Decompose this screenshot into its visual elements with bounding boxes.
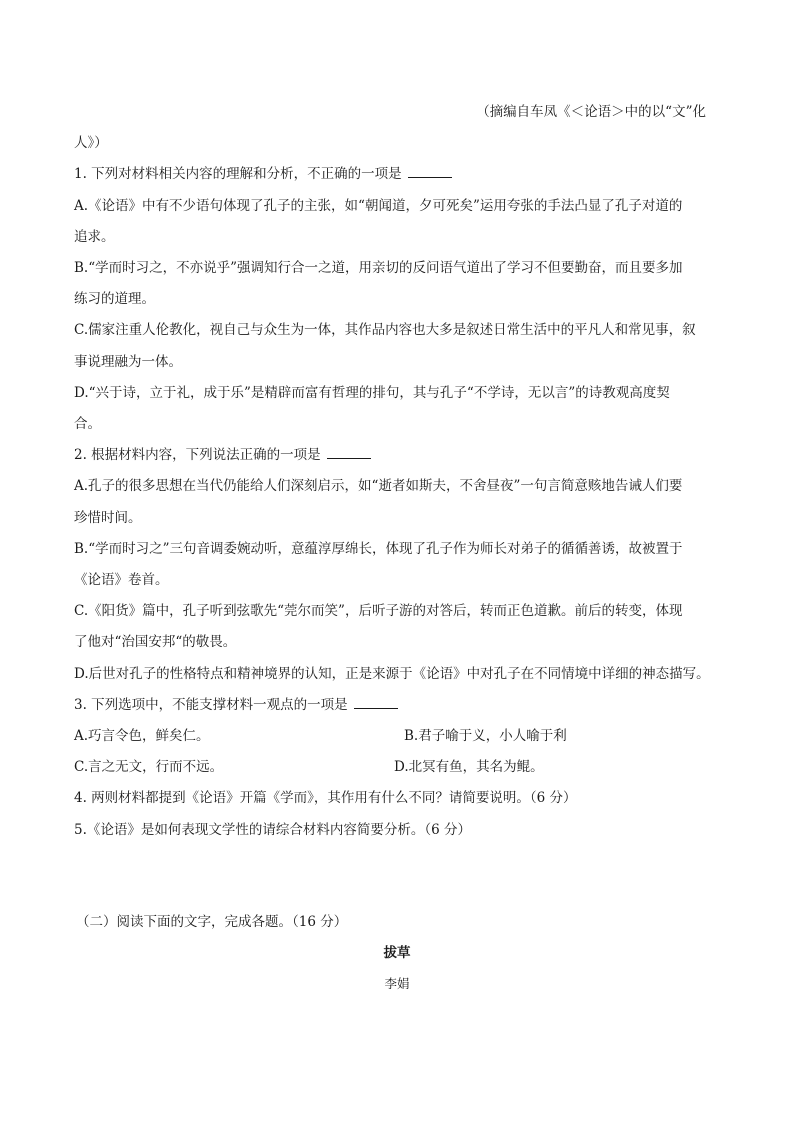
option-c: C.《阳货》篇中，孔子听到弦歌先“莞尔而笑”，后听子游的对答后，转而正色道歉。前后的转变，体现 (74, 603, 683, 619)
option-c-cont: 了他对“治国安邦“的敬畏。 (74, 634, 237, 650)
option-d: D.北冥有鱼，其名为鲲。 (394, 759, 544, 775)
question-4: 4. 两则材料都提到《论语》开篇《学而》，其作用有什么不同？请简要说明。（6 分） (74, 790, 577, 806)
question-text: 1. 下列对材料相关内容的理解和分析，不正确的一项是 (74, 166, 402, 182)
option-d: D.后世对孔子的性格特点和精神境界的认知，正是来源于《论语》中对孔子在不同情境中详细的神态描写。 (74, 666, 710, 682)
question-stem (74, 695, 724, 715)
option-c-cont: 事说理融为一体。 (74, 354, 182, 370)
option-b: B.“学而时习之，不亦说乎”强调知行合一之道，用亲切的反问语气道出了学习不但要勤奋，而且要多加 (74, 260, 683, 276)
option-b-cont: 《论语》卷首。 (74, 572, 169, 588)
option-a: A.《论语》中有不少语句体现了孔子的主张，如“朝闻道，夕可死矣”运用夸张的手法凸显了孔子对道的 (74, 198, 683, 214)
option-a-cont: 珍惜时间。 (74, 510, 142, 526)
question-stem (74, 164, 724, 184)
option-d: D.“兴于诗，立于礼，成于乐”是精辟而富有哲理的排句，其与孔子“不学诗，无以言”的诗教观高度契 (74, 385, 670, 401)
answer-blank (354, 695, 398, 709)
options-row-1 (74, 726, 724, 746)
option-b: B.君子喻于义，小人喻于利 (404, 728, 567, 744)
option-d-cont: 合。 (74, 416, 101, 432)
option-c: C.儒家注重人伦教化，视自己与众生为一体，其作品内容也大多是叙述日常生活中的平凡人和常见事，叙 (74, 322, 696, 338)
article-title: 拔草 (383, 945, 411, 961)
answer-blank (408, 164, 452, 178)
section-heading: （二）阅读下面的文字，完成各题。（16 分） (76, 914, 348, 930)
option-b-cont: 练习的道理。 (74, 291, 155, 307)
source-line-2: 人》） (74, 135, 108, 151)
question-text: 2. 根据材料内容，下列说法正确的一项是 (74, 447, 321, 463)
options-row-2 (74, 757, 724, 777)
option-a: A.孔子的很多思想在当代仍能给人们深刻启示，如“逝者如斯夫，不舍昼夜”一句言简意赅地告诫人们要 (74, 478, 683, 494)
option-a-cont: 追求。 (74, 229, 115, 245)
option-b: B.“学而时习之”三句音调委婉动听，意蕴淳厚绵长，体现了孔子作为师长对弟子的循循善诱，故被置于 (74, 541, 683, 557)
question-text: 3. 下列选项中，不能支撑材料一观点的一项是 (74, 697, 348, 713)
question-5: 5.《论语》是如何表现文学性的请综合材料内容简要分析。（6 分） (74, 822, 472, 838)
option-c: C.言之无文，行而不远。 (74, 759, 224, 775)
question-stem (74, 445, 724, 465)
option-a: A.巧言令色，鲜矣仁。 (74, 728, 210, 744)
article-author: 李娟 (384, 976, 410, 991)
source-line-1: （摘编自车凤《＜论语＞中的以“文”化 (476, 104, 706, 120)
answer-blank (327, 445, 371, 459)
